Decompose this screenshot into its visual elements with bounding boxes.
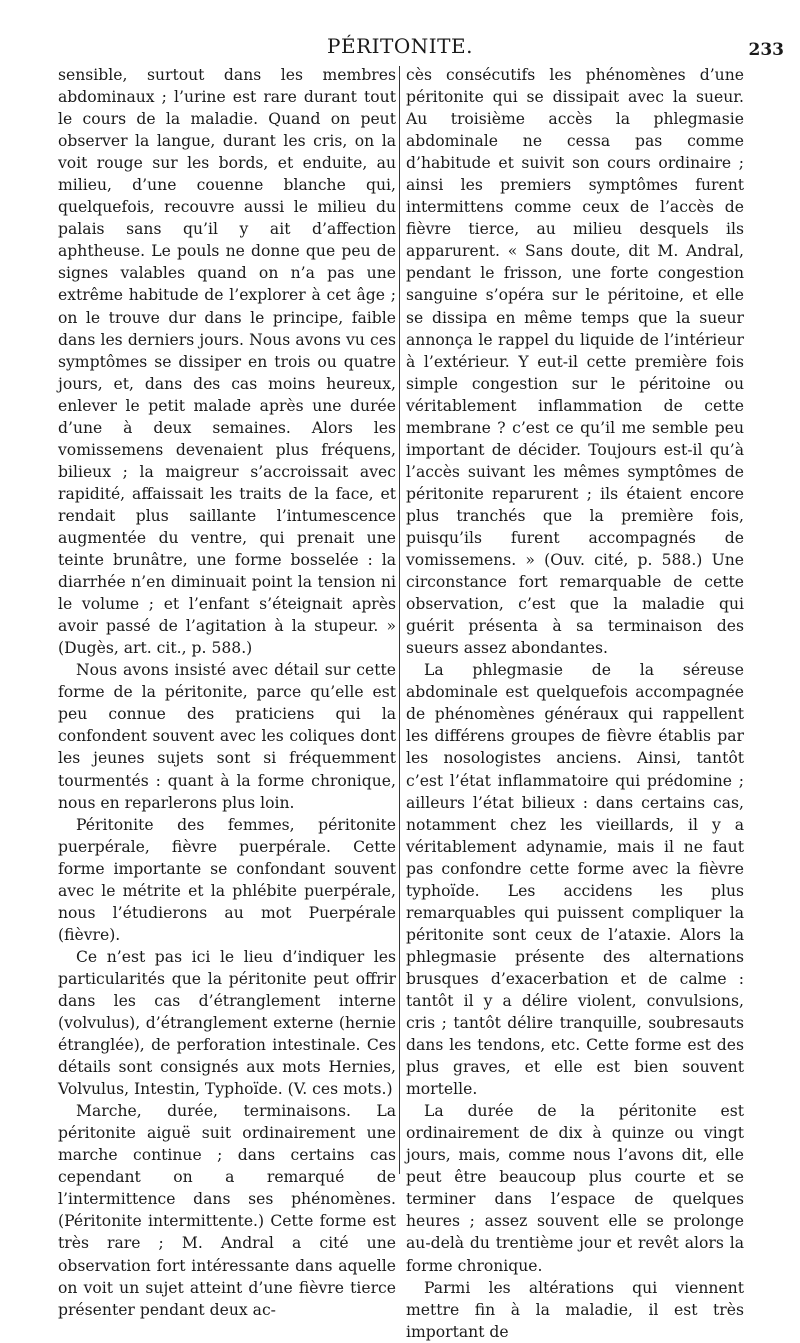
right-column	[406, 64, 744, 1343]
paragraph: Parmi les altérations qui viennent mettre fin à la maladie, il est très important de	[406, 1278, 744, 1341]
left-column	[58, 64, 396, 1321]
column-divider	[399, 66, 400, 1174]
paragraph: Ce n’est pas ici le lieu d’indiquer les particularités que la péritonite peut offrir dans les cas d’étranglement interne (volvulus), d’étranglement externe (hernie étranglée), de perforation intestinale. Ces détails sont consignés aux mots Hernies, Volvulus, Intestin, Typhoïde. (V. ces mots.)	[58, 947, 396, 1099]
page-number: 233	[748, 40, 784, 60]
running-title: PÉRITONITE.	[327, 34, 473, 58]
paragraph: sensible, surtout dans les membres abdominaux ; l’urine est rare durant tout le cours de la maladie. Quand on peut observer la langue, durant les cris, on la voit rouge sur les bords, et enduite, au milieu, d’une couenne blanche qui, quelquefois, recouvre aussi le milieu du palais sans qu’il y ait d’affection aphtheuse. Le pouls ne donne que peu de signes valables quand on n’a pas une extrême habitude de l’explorer à cet âge ; on le trouve dur dans le principe, faible dans les derniers jours. Nous avons vu ces symptômes se dissiper en trois ou quatre jours, et, dans des cas moins heureux, enlever le petit malade après une durée d’une à deux semaines. Alors les vomissemens devenaient plus fréquens, bilieux ; la maigreur s’accroissait avec rapidité, affaissait les traits de la face, et rendait plus saillante l’intumescence augmentée du ventre, qui prenait une teinte brunâtre, une forme bosselée : la diarrhée n’en diminuait point la tension ni le volume ; et l’enfant s’éteignait après avoir passé de l’agitation à la stupeur. » (Dugès, art. cit., p. 588.)	[58, 66, 396, 658]
paragraph: Nous avons insisté avec détail sur cette forme de la péritonite, parce qu’elle est peu connue des praticiens qui la confondent souvent avec les coliques dont les jeunes sujets sont si fréquemment tourmentés : quant à la forme chronique, nous en reparlerons plus loin.	[58, 661, 396, 812]
paragraph: La phlegmasie de la séreuse abdominale est quelquefois accompagnée de phénomènes généraux qui rappellent les différens groupes de fièvre établis par les nosologistes anciens. Ainsi, tantôt c’est l’état inflammatoire qui prédomine ; ailleurs l’état bilieux : dans certains cas, notamment chez les vieillards, il y a véritablement adynamie, mais il ne faut pas confondre cette forme avec la fièvre typhoïde. Les accidens les plus remarquables qui puissent compliquer la péritonite sont ceux de l’ataxie. Alors la phlegmasie présente des alternations brusques d’exacerbation et de calme : tantôt il y a délire violent, convulsions, cris ; tantôt délire tranquille, soubresauts dans les tendons, etc. Cette forme est des plus graves, et elle est bien souvent mortelle.	[406, 661, 744, 1099]
paragraph: Marche, durée, terminaisons. La péritonite aiguë suit ordinairement une marche continue ; dans certains cas cependant on a remarqué de l’intermittence dans ses phénomènes. (Péritonite intermittente.) Cette forme est très rare ; M. Andral a cité une observation fort intéressante dans aquelle on voit un sujet atteint d’une fièvre tierce présenter pendant deux ac-	[58, 1102, 396, 1319]
paragraph: cès consécutifs les phénomènes d’une péritonite qui se dissipait avec la sueur. Au troisième accès la phlegmasie abdominale ne cessa pas comme d’habitude et suivit son cours ordinaire ; ainsi les premiers symptômes furent intermittens comme ceux de l’accès de fièvre tierce, au milieu desquels ils apparurent. « Sans doute, dit M. Andral, pendant le frisson, une forte congestion sanguine s’opéra sur le péritoine, et elle se dissipa en même temps que la sueur annonça le rappel du liquide de l’intérieur à l’extérieur. Y eut-il cette première fois simple congestion sur le péritoine ou véritablement inflammation de cette membrane ? c’est ce qu’il me semble peu important de décider. Toujours est-il qu’à l’accès suivant les mêmes symptômes de péritonite reparurent ; ils étaient encore plus tranchés que la première fois, puisqu’ils furent accompagnés de vomissemens. » (Ouv. cité, p. 588.) Une circonstance fort remarquable de cette observation, c’est que la maladie qui guérit présenta à sa terminaison des sueurs assez abondantes.	[406, 66, 744, 658]
paragraph: Péritonite des femmes, péritonite puerpérale, fièvre puerpérale. Cette forme importante se confondant souvent avec le métrite et la phlébite puerpérale, nous l’étudierons au mot Puerpérale (fièvre).	[58, 815, 396, 944]
paragraph: La durée de la péritonite est ordinairement de dix à quinze ou vingt jours, mais, comme nous l’avons dit, elle peut être beaucoup plus courte et se terminer dans l’espace de quelques heures ; assez souvent elle se prolonge au-delà du trentième jour et revêt alors la forme chronique.	[406, 1102, 744, 1275]
